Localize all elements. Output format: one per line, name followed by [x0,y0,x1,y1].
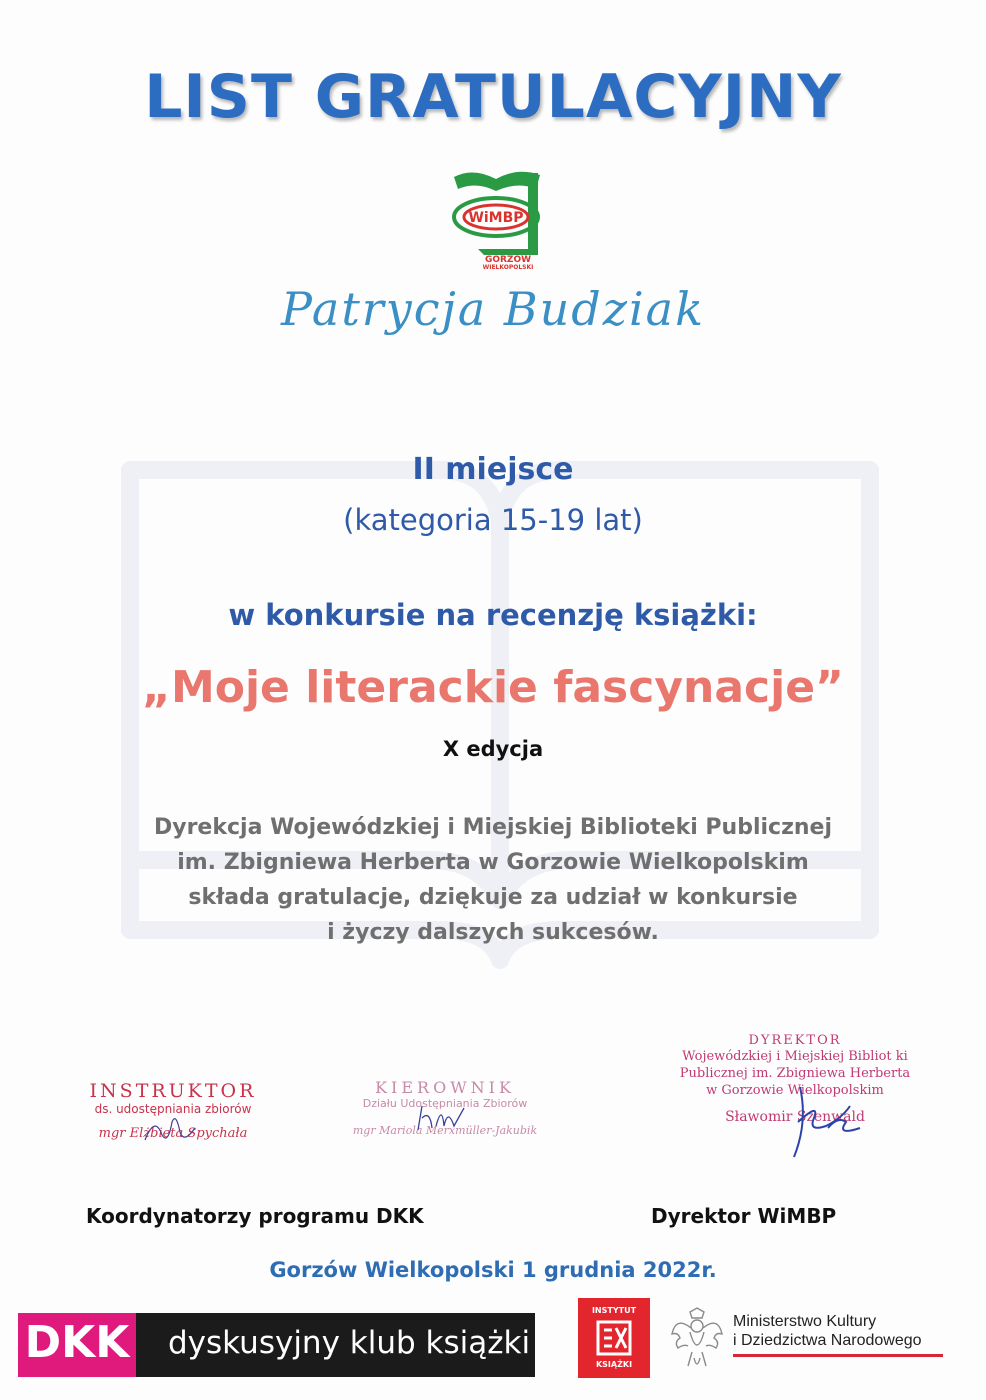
ministry-logo [733,1312,948,1357]
stamp-name: mgr Mariola Merxmüller-Jakubik [352,1124,538,1137]
stamp-line: Publicznej im. Zbigniewa Herberta [679,1066,911,1081]
contest-title: „Moje literackie fascynacje” [142,662,844,713]
signature-kierownik [410,1100,470,1136]
stamp-subtitle: ds. udostępniania zbiorów [94,1102,252,1116]
dkk-letters: DKK [24,1317,130,1368]
contest-intro: w konkursie na recenzję książki: [228,598,758,632]
ik-line2: KSIĄŻKI [595,1360,633,1369]
dkk-text: dyskusyjny klub książki [168,1325,531,1361]
stamp-name: mgr Elżbieta Spychała [98,1126,248,1141]
stamp-name: Sławomir Szenwald [725,1109,865,1125]
message-line: składa gratulacje, dziękuje za udział w konkursie [188,885,798,910]
signature-dyrektor [780,1082,870,1162]
stamp-title: KIEROWNIK [375,1078,515,1097]
eagle-emblem-icon [668,1306,726,1372]
stamp-line: w Gorzowie Wielkopolskim [706,1083,884,1098]
award-place: II miejsce [412,452,574,487]
signature-instruktor [140,1110,200,1150]
contest-edition: X edycja [442,737,544,761]
stamp-line: Wojewódzkiej i Miejskiej Bibliot ki [682,1049,908,1064]
date-line: Gorzów Wielkopolski 1 grudnia 2022r. [269,1258,717,1282]
award-category: (kategoria 15-19 lat) [343,503,643,537]
wimbp-logo [448,165,548,270]
instytut-ksiazki-logo [578,1298,650,1378]
message-line: Dyrekcja Wojewódzkiej i Miejskiej Biblioteki Publicznej [153,815,833,840]
logo-badge-text: WiMBP [468,210,524,226]
ministry-accent-bar [733,1354,943,1357]
ik-line1: INSTYTUT [591,1306,637,1315]
stamp-title: DYREKTOR [748,1033,842,1048]
stamp-subtitle: Działu Udostępniania Zbiorów [362,1097,528,1110]
director-label: Dyrektor WiMBP [651,1204,837,1228]
stamp-title: INSTRUKTOR [89,1080,257,1102]
ik-book-icon [596,1320,632,1356]
logo-city-text: GORZÓW [484,255,532,265]
coordinators-label: Koordynatorzy programu DKK [86,1204,424,1228]
congratulation-message [0,810,986,950]
message-line: im. Zbigniewa Herberta w Gorzowie Wielkopolskim [177,850,809,875]
recipient-name: Patrycja Budziak [281,282,705,336]
dkk-logo [18,1313,535,1377]
message-line: i życzy dalszych sukcesów. [327,920,659,945]
ministry-line1: Ministerstwo Kultury [733,1313,877,1330]
ministry-line2: i Dziedzictwa Narodowego [733,1332,922,1349]
page-title: LIST GRATULACYJNY [144,62,842,132]
logo-region-text: WIELKOPOLSKI [482,264,534,270]
